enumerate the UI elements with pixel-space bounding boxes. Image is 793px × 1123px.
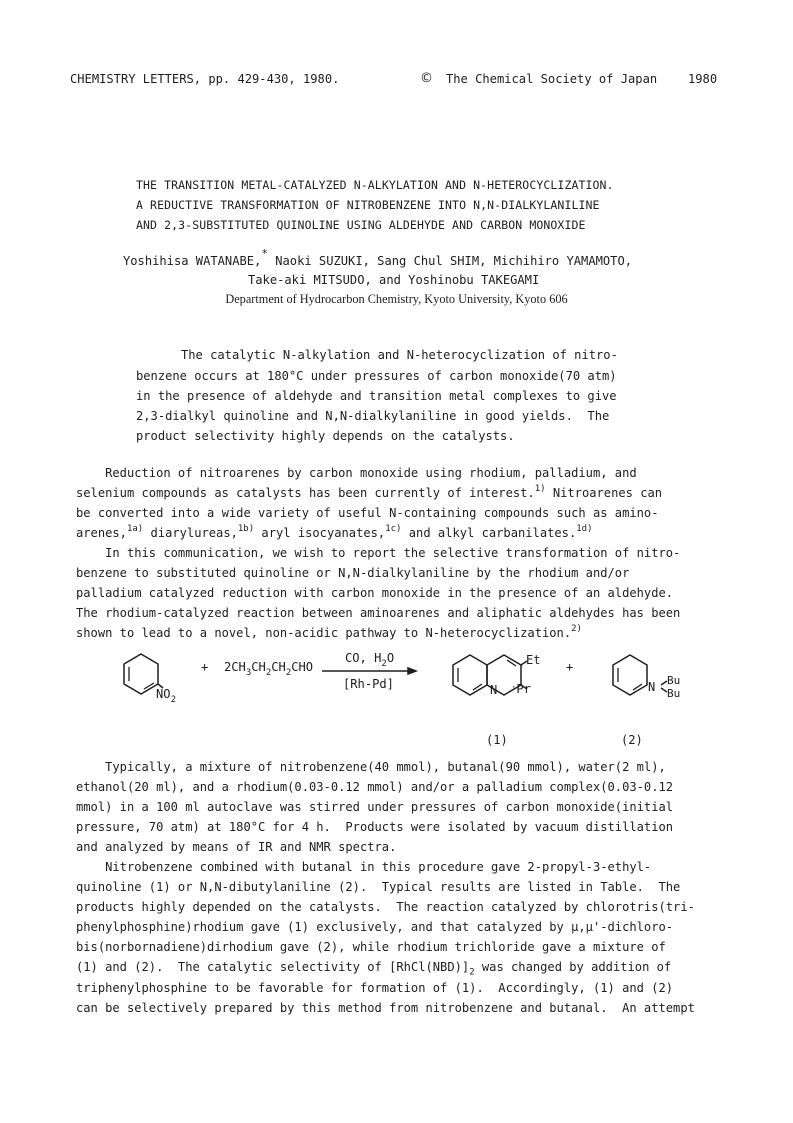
text-span: Nitroarenes can — [545, 486, 663, 500]
publication-year: 1980 — [688, 72, 718, 86]
arrow-condition-top: CO, $H_2O$ — [345, 651, 395, 669]
plus-sign-2: + — [566, 660, 574, 674]
body-line: benzene to substituted quinoline or N,N-dialkylaniline by the rhodium and/or — [76, 566, 630, 580]
body-line: triphenylphosphine to be favorable for formation of (1). Accordingly, (1) and (2) — [76, 981, 674, 995]
text-span: selenium compounds as catalysts has been currently of interest. — [76, 486, 535, 500]
abstract-line: in the presence of aldehyde and transition metal complexes to give — [136, 389, 617, 403]
text-span: aryl isocyanates, — [254, 526, 386, 540]
quinoline-et: Et — [526, 653, 541, 667]
body-line — [76, 483, 663, 500]
body-line: The rhodium-catalyzed reaction between aminoarenes and aliphatic aldehydes has been — [76, 606, 681, 620]
body-line: ethanol(20 ml), and a rhodium(0.03-0.12 mmol) and/or a palladium complex(0.03-0.12 — [76, 780, 674, 794]
ref-1: 1) — [534, 483, 546, 494]
text-span: diarylureas, — [143, 526, 238, 540]
body-line: bis(norbornadiene)dirhodium gave (2), while rhodium trichloride gave a mixture of — [76, 940, 666, 954]
ref-2: 2) — [571, 623, 582, 634]
body-line: and analyzed by means of IR and NMR spectra. — [76, 840, 397, 854]
author-watanabe: Yoshihisa WATANABE, — [123, 254, 262, 268]
ref-1c: 1c) — [385, 523, 402, 534]
body-line: palladium catalyzed reduction with carbon monoxide in the presence of an aldehyde. — [76, 586, 674, 600]
body-line — [76, 523, 593, 540]
publisher: The Chemical Society of Japan — [446, 72, 658, 86]
title-line-3: AND 2,3-SUBSTITUTED QUINOLINE USING ALDEHYDE AND CARBON MONOXIDE — [136, 218, 586, 232]
ref-1b: 1b) — [237, 523, 255, 534]
compound-label-1: (1) — [486, 733, 508, 747]
body-line: pressure, 70 atm) at 180°C for 4 h. Products were isolated by vacuum distillation — [76, 820, 674, 834]
compound-label-2: (2) — [621, 733, 643, 747]
dibutylaniline-structure — [613, 655, 667, 695]
text-span: shown to lead to a novel, non-acidic pathway to N-heterocyclization. — [76, 626, 572, 640]
authors-rest: Naoki SUZUKI, Sang Chul SHIM, Michihiro YAMAMOTO, — [267, 254, 633, 268]
affiliation: Department of Hydrocarbon Chemistry, Kyoto University, Kyoto 606 — [225, 292, 568, 306]
body-line — [76, 960, 672, 978]
body-line: can be selectively prepared by this method from nitrobenzene and butanal. An attempt — [76, 1001, 695, 1015]
copyright-symbol: © — [420, 71, 433, 86]
body-line: quinoline (1) or N,N-dibutylaniline (2). Typical results are listed in Table. The — [76, 880, 681, 894]
no2-label: $NO_2$ — [156, 687, 176, 705]
body-line: Typically, a mixture of nitrobenzene(40 mmol), butanal(90 mmol), water(2 ml), — [76, 760, 666, 774]
reaction-scheme — [0, 640, 793, 755]
body-line: Reduction of nitroarenes by carbon monoxide using rhodium, palladium, and — [76, 466, 637, 480]
body-line: In this communication, we wish to report the selective transformation of nitro- — [76, 546, 681, 560]
journal-citation: CHEMISTRY LETTERS, pp. 429-430, 1980. — [70, 72, 340, 86]
text-span: was changed by addition of — [474, 960, 672, 974]
quinoline-n: N — [490, 683, 498, 697]
text-span: and alkyl carbanilates. — [401, 526, 577, 540]
butanal-reagent: $2CH_3CH_2CH_2CHO$ — [224, 660, 314, 678]
quinoline-pr: ·Pr — [511, 682, 531, 696]
butyl-1: Bu — [667, 674, 681, 687]
abstract-line: product selectivity highly depends on the catalysts. — [136, 429, 515, 443]
body-line: phenylphosphine)rhodium gave (1) exclusively, and that catalyzed by μ,μ'-dichloro- — [76, 920, 674, 934]
abstract-line: 2,3-dialkyl quinoline and N,N-dialkylaniline in good yields. The — [136, 409, 610, 423]
title-line-1: THE TRANSITION METAL-CATALYZED N-ALKYLATION AND N-HETEROCYCLIZATION. — [136, 178, 614, 192]
arrow-condition-bottom: [Rh-Pd] — [343, 677, 394, 691]
subscript: 2 — [469, 967, 475, 978]
ref-1d: 1d) — [576, 523, 593, 534]
authors-line-1 — [123, 246, 633, 268]
text-span: arenes, — [76, 526, 127, 540]
body-line: products highly depended on the catalysts. The reaction catalyzed by chlorotris(tri- — [76, 900, 695, 914]
abstract-line: The catalytic N-alkylation and N-heterocyclization of nitro- — [181, 348, 618, 362]
body-line — [76, 623, 582, 640]
abstract-line: benzene occurs at 180°C under pressures of carbon monoxide(70 atm) — [136, 369, 617, 383]
authors-line-2: Take-aki MITSUDO, and Yoshinobu TAKEGAMI — [248, 273, 540, 287]
text-span: (1) and (2). The catalytic selectivity of [RhCl(NBD)] — [76, 960, 470, 974]
butyl-2: Bu — [667, 687, 681, 700]
title-line-2: A REDUCTIVE TRANSFORMATION OF NITROBENZENE INTO N,N-DIALKYLANILINE — [136, 198, 600, 212]
corresponding-star: * — [261, 246, 268, 260]
body-line: be converted into a wide variety of useful N-containing compounds such as amino- — [76, 506, 659, 520]
reaction-arrow — [322, 668, 416, 674]
ref-1a: 1a) — [126, 523, 144, 534]
plus-sign-1: + — [201, 660, 209, 674]
body-line: Nitrobenzene combined with butanal in this procedure gave 2-propyl-3-ethyl- — [76, 860, 652, 874]
aniline-n: N — [648, 680, 656, 694]
body-line: mmol) in a 100 ml autoclave was stirred under pressures of carbon monoxide(initial — [76, 800, 674, 814]
